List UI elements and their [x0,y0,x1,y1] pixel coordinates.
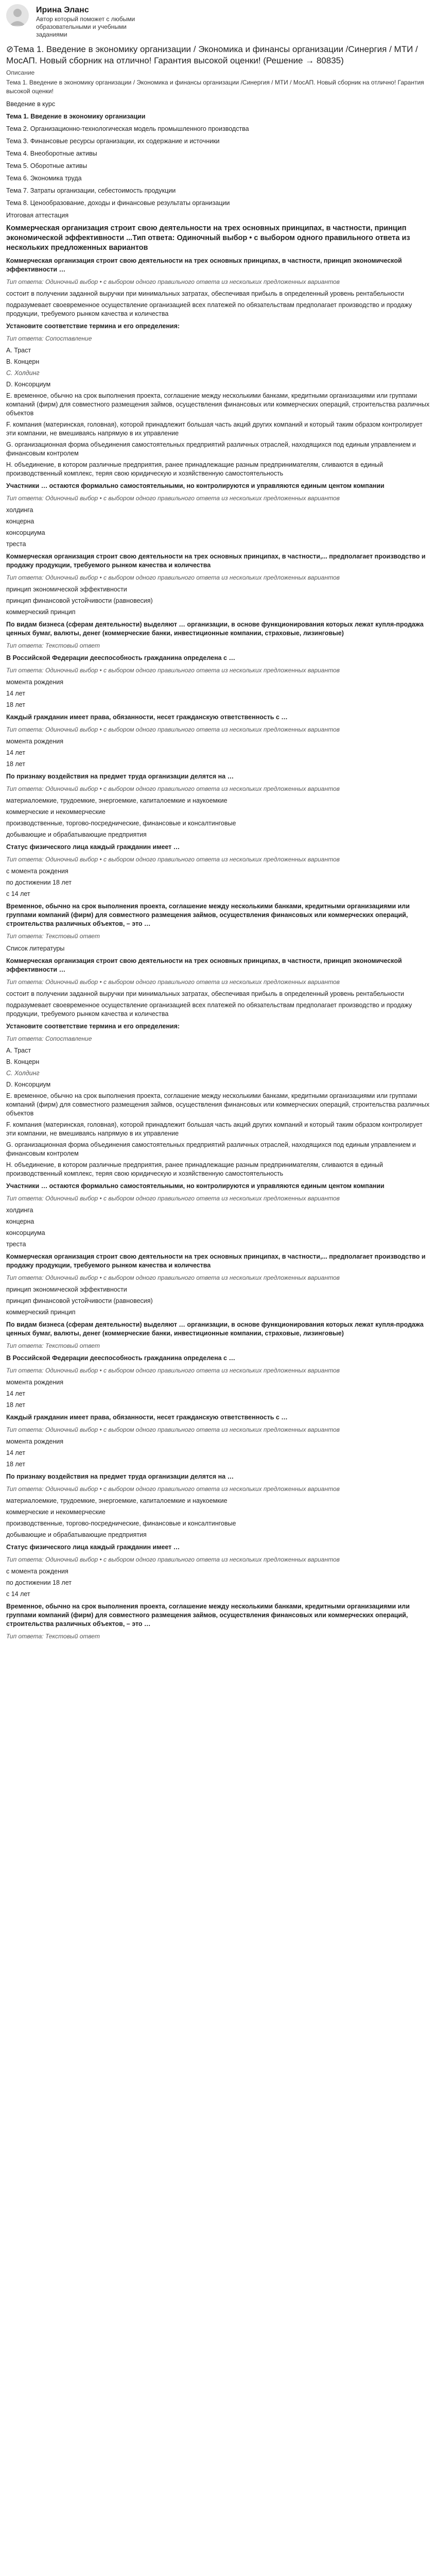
question-block [6,257,430,941]
q5-type: Тип ответа: Одиночный выбор • с выбором одного правильного ответа из нескольких предложенных вариантов [6,667,340,674]
q2-type: Тип ответа: Одиночный выбор • с выбором одного правильного ответа из нескольких предложенных вариантов [6,1195,340,1202]
author-description: Автор который поможет с любыми образовательными и учебными заданиями [36,15,135,38]
q2-question: Участники … остаются формально самостоятельными, но контролируются и управляются единым центом компании [6,1182,385,1190]
topic-8: Тема 8. Ценообразование, доходы и финансовые результаты организации [6,199,230,207]
q7-option: добывающие и обрабатывающие предприятия [6,831,147,838]
topic-4: Тема 4. Внеоборотные активы [6,150,97,157]
q7-type: Тип ответа: Одиночный выбор • с выбором одного правильного ответа из нескольких предложенных вариантов [6,1485,340,1493]
q4-question: По видам бизнеса (сферам деятельности) выделяют … организации, в основе функционирования которых лежат купля-продажа ценных бумаг, валюты, денег (коммерческие банки, инвестиционные компании, страховые, лизинговые) [6,621,424,637]
q1-type: Тип ответа: Одиночный выбор • с выбором одного правильного ответа из нескольких предложенных вариантов [6,978,340,986]
q3-option: коммерческий принцип [6,1309,76,1316]
q2-option: холдинга [6,1207,33,1214]
q7-type: Тип ответа: Одиночный выбор • с выбором одного правильного ответа из нескольких предложенных вариантов [6,785,340,792]
q5-option: 18 лет [6,1401,25,1409]
q6-question: Каждый гражданин имеет права, обязанности, несет гражданскую ответственность с … [6,1414,288,1421]
q3-type: Тип ответа: Одиночный выбор • с выбором одного правильного ответа из нескольких предложенных вариантов [6,574,340,581]
q2-option: концерна [6,1218,34,1225]
q9-question: Временное, обычно на срок выполнения проекта, соглашение между несколькими банками, кредитными организациями или группами компаний (фирм) для совместного размещения займов, осуществления финансовых или коммерческих операций, строительства различных объектов, – это … [6,903,410,927]
q9-question: Временное, обычно на срок выполнения проекта, соглашение между несколькими банками, кредитными организациями или группами компаний (фирм) для совместного размещения займов, осуществления финансовых или коммерческих операций, строительства различных объектов, – это … [6,1603,410,1628]
q1-option: состоит в получении заданной выручки при минимальных затратах, обеспечивая прибыль в определенный уровень рентабельности [6,290,405,297]
matching-type: Тип ответа: Сопоставление [6,1035,92,1042]
q3-option: принцип экономической эффективности [6,586,127,593]
matching-definition: H. объединение, в котором различные предприятия, ранее принадлежащие разным предпринимателям, сливаются в единый производственный комплекс, теряя свою юридическую и хозяйственную самостоятельность [6,1161,383,1177]
avatar[interactable] [6,4,29,27]
q1-heading: Коммерческая организация строит свою деятельности на трех основных принципах, в частности, принцип экономической эффективности ...Тип ответа: Одиночный выбор • с выбором одного правильного ответа из нескольких предложенных вариантов [6,224,410,252]
topic-6: Тема 6. Экономика труда [6,175,82,182]
q8-option: с момента рождения [6,868,68,875]
q1-question: Коммерческая организация строит свою деятельности на трех основных принципах, в частности, принцип экономической эффективности … [6,257,402,273]
matching-term: C. Холдинг [6,369,40,377]
q2-option: консорциума [6,529,45,536]
q3-question: Коммерческая организация строит свою деятельности на трех основных принципах, в частности,... предполагает производство и продажу продукции, требуемого рынком качества и количества [6,553,426,569]
q2-type: Тип ответа: Одиночный выбор • с выбором одного правильного ответа из нескольких предложенных вариантов [6,495,340,502]
final-attestation: Итоговая аттестация [6,212,69,219]
q1-type: Тип ответа: Одиночный выбор • с выбором одного правильного ответа из нескольких предложенных вариантов [6,278,340,285]
topic-3: Тема 3. Финансовые ресурсы организации, их содержание и источники [6,138,220,145]
q5-option: момента рождения [6,1379,64,1386]
matching-term: D. Консорциум [6,1081,51,1088]
matching-definition: F. компания (материнская, головная), которой принадлежит большая часть акций других компаний и который таким образом контролирует эти компании, не вмешиваясь напрямую в их управление [6,421,423,437]
q8-question: Статус физического лица каждый гражданин имеет … [6,843,180,851]
matching-term: C. Холдинг [6,1070,40,1077]
q5-question: В Российской Федерации дееспособность гражданина определена с … [6,1354,235,1362]
q3-option: принцип финансовой устойчивости (равновесия) [6,597,153,604]
q5-type: Тип ответа: Одиночный выбор • с выбором одного правильного ответа из нескольких предложенных вариантов [6,1367,340,1374]
intro: Введение в курс [6,100,56,108]
q5-option: 18 лет [6,701,25,708]
q7-option: производственные, торгово-посреднические, финансовые и консалтинговые [6,1520,236,1527]
matching-definition: E. временное, обычно на срок выполнения проекта, соглашение между несколькими банками, кредитными организациями или группами компаний (фирм) для совместного размещения займов, осуществления финансовых или коммерческих операций, строительства различных объектов [6,392,430,417]
topic-5: Тема 5. Оборотные активы [6,162,88,170]
user-icon [6,4,29,27]
q3-question: Коммерческая организация строит свою деятельности на трех основных принципах, в частности,... предполагает производство и продажу продукции, требуемого рынком качества и количества [6,1253,426,1269]
q9-type: Тип ответа: Текстовый ответ [6,933,100,940]
matching-term: A. Траст [6,347,31,354]
q3-option: принцип финансовой устойчивости (равновесия) [6,1297,153,1304]
q4-type: Тип ответа: Текстовый ответ [6,1342,100,1349]
page-title: ⊘Тема 1. Введение в экономику организации / Экономика и финансы организации /Синергия / МТИ / МосАП. Новый сборник на отлично! Гарантия высокой оценки! (Решение → 80835) [6,44,418,65]
q7-option: коммерческие и некоммерческие [6,808,106,816]
q5-option: 14 лет [6,1390,25,1397]
q7-option: коммерческие и некоммерческие [6,1509,106,1516]
q2-question: Участники … остаются формально самостоятельными, но контролируются и управляются единым центом компании [6,482,385,489]
q8-option: с момента рождения [6,1568,68,1575]
q8-question: Статус физического лица каждый гражданин имеет … [6,1544,180,1551]
q2-option: треста [6,540,26,548]
q8-option: с 14 лет [6,1590,30,1598]
q9-type: Тип ответа: Текстовый ответ [6,1633,100,1640]
q6-option: 14 лет [6,1449,25,1456]
matching-term: A. Траст [6,1047,31,1054]
q8-type: Тип ответа: Одиночный выбор • с выбором одного правильного ответа из нескольких предложенных вариантов [6,1556,340,1563]
q1-option: подразумевает своевременное осуществление организацией всех платежей по обязательствам предполагает производство и продажу продукции, требуемого рынком качества и количества [6,301,412,317]
description-label: Описание [6,69,35,76]
q6-type: Тип ответа: Одиночный выбор • с выбором одного правильного ответа из нескольких предложенных вариантов [6,1426,340,1433]
q6-option: 18 лет [6,760,25,768]
q8-option: по достижении 18 лет [6,1579,72,1586]
q6-type: Тип ответа: Одиночный выбор • с выбором одного правильного ответа из нескольких предложенных вариантов [6,726,340,733]
q6-option: момента рождения [6,1438,64,1445]
q5-option: момента рождения [6,679,64,686]
matching-term: B. Концерн [6,1058,40,1065]
topic-2: Тема 2. Организационно-технологическая модель промышленного производства [6,125,249,132]
author-name[interactable]: Ирина Эланс [36,6,89,14]
q6-option: 18 лет [6,1461,25,1468]
matching-term: D. Консорциум [6,381,51,388]
q5-option: 14 лет [6,690,25,697]
q7-option: добывающие и обрабатывающие предприятия [6,1531,147,1538]
q2-option: холдинга [6,506,33,514]
q3-option: коммерческий принцип [6,608,76,616]
q1-question: Коммерческая организация строит свою деятельности на трех основных принципах, в частности, принцип экономической эффективности … [6,957,402,973]
question-block-repeat [6,957,430,1641]
q8-option: по достижении 18 лет [6,879,72,886]
q2-option: концерна [6,518,34,525]
q6-option: 14 лет [6,749,25,756]
q3-option: принцип экономической эффективности [6,1286,127,1293]
q4-question: По видам бизнеса (сферам деятельности) выделяют … организации, в основе функционирования которых лежат купля-продажа ценных бумаг, валюты, денег (коммерческие банки, инвестиционные компании, страховые, лизинговые) [6,1321,424,1337]
matching-definition: G. организационная форма объединения самостоятельных предприятий различных отраслей, находящихся под единым управлением и финансовым контролем [6,441,416,457]
q1-option: состоит в получении заданной выручки при минимальных затратах, обеспечивая прибыль в определенный уровень рентабельности [6,990,405,997]
q1-option: подразумевает своевременное осуществление организацией всех платежей по обязательствам предполагает производство и продажу продукции, требуемого рынком качества и количества [6,1002,412,1018]
topic-7: Тема 7. Затраты организации, себестоимость продукции [6,187,176,194]
matching-title: Установите соответствие термина и его определения: [6,1023,180,1030]
matching-term: B. Концерн [6,358,40,365]
matching-title: Установите соответствие термина и его определения: [6,323,180,330]
q7-question: По признаку воздействия на предмет труда организации делятся на … [6,1473,234,1480]
q6-question: Каждый гражданин имеет права, обязанности, несет гражданскую ответственность с … [6,714,288,721]
q3-type: Тип ответа: Одиночный выбор • с выбором одного правильного ответа из нескольких предложенных вариантов [6,1274,340,1281]
matching-definition: G. организационная форма объединения самостоятельных предприятий различных отраслей, находящихся под единым управлением и финансовым контролем [6,1141,416,1157]
q7-question: По признаку воздействия на предмет труда организации делятся на … [6,773,234,780]
q7-option: материалоемкие, трудоемкие, энергоемкие, капиталоемкие и наукоемкие [6,797,228,804]
q7-option: материалоемкие, трудоемкие, энергоемкие, капиталоемкие и наукоемкие [6,1497,228,1504]
references-title: Список литературы [6,945,65,952]
q4-type: Тип ответа: Текстовый ответ [6,642,100,649]
matching-type: Тип ответа: Сопоставление [6,335,92,342]
matching-definition: H. объединение, в котором различные предприятия, ранее принадлежащие разным предпринимателям, сливаются в единый производственный комплекс, теряя свою юридическую и хозяйственную самостоятельность [6,461,383,477]
q6-option: момента рождения [6,738,64,745]
q8-option: с 14 лет [6,890,30,897]
q2-option: консорциума [6,1229,45,1236]
q7-option: производственные, торгово-посреднические, финансовые и консалтинговые [6,820,236,827]
topic-1: Тема 1. Введение в экономику организации [6,113,146,120]
author-block [6,4,430,39]
q8-type: Тип ответа: Одиночный выбор • с выбором одного правильного ответа из нескольких предложенных вариантов [6,856,340,863]
q2-option: треста [6,1241,26,1248]
q5-question: В Российской Федерации дееспособность гражданина определена с … [6,654,235,662]
author-info [36,4,154,39]
description-text: Тема 1. Введение в экономику организации / Экономика и финансы организации /Синергия / МТИ / МосАП. Новый сборник на отлично! Гарантия высокой оценки! [6,79,424,95]
matching-definition: F. компания (материнская, головная), которой принадлежит большая часть акций других компаний и который таким образом контролирует эти компании, не вмешиваясь напрямую в их управление [6,1121,423,1137]
matching-definition: E. временное, обычно на срок выполнения проекта, соглашение между несколькими банками, кредитными организациями или группами компаний (фирм) для совместного размещения займов, осуществления финансовых или коммерческих операций, строительства различных объектов [6,1092,430,1117]
